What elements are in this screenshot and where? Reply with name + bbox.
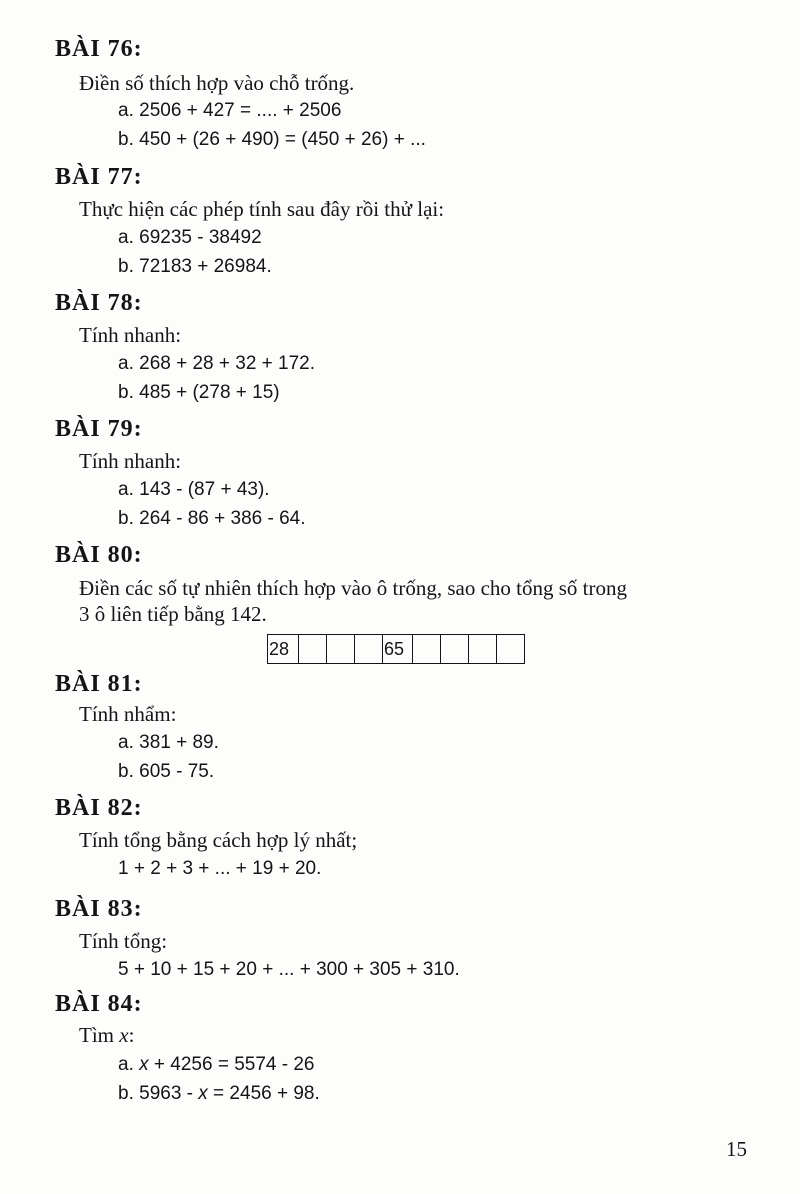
exercise-83-heading: BÀI 83: [55, 896, 143, 922]
exercise-79-instruction: Tính nhanh: [79, 449, 182, 473]
variable-x: x [139, 1054, 149, 1075]
page-number: 15 [726, 1137, 747, 1161]
exercise-77-heading: BÀI 77: [55, 164, 143, 190]
variable-x: x [198, 1083, 208, 1104]
exercise-76-part-b: b. 450 + (26 + 490) = (450 + 26) + ... [118, 129, 426, 150]
exercise-78-instruction: Tính nhanh: [79, 323, 182, 347]
exercise-80-heading: BÀI 80: [55, 542, 143, 568]
exercise-76-heading: BÀI 76: [55, 36, 143, 62]
exercise-79-part-a: a. 143 - (87 + 43). [118, 479, 270, 500]
equation-rest: = 2456 + 98. [207, 1083, 320, 1104]
exercise-78-part-a: a. 268 + 28 + 32 + 172. [118, 353, 316, 374]
exercise-81-part-b: b. 605 - 75. [118, 761, 215, 782]
number-box [326, 635, 354, 663]
exercise-84-heading: BÀI 84: [55, 991, 143, 1017]
number-box [298, 635, 326, 663]
number-box [440, 635, 468, 663]
exercise-84-part-a [118, 1053, 315, 1077]
exercise-81-part-a: a. 381 + 89. [118, 732, 219, 753]
exercise-80-instruction-line2: 3 ô liên tiếp bằng 142. [79, 602, 267, 626]
equation-rest: + 4256 = 5574 - 26 [148, 1054, 315, 1075]
exercise-82-heading: BÀI 82: [55, 795, 143, 821]
exercise-77-part-a: a. 69235 - 38492 [118, 227, 262, 248]
variable-x: x [119, 1023, 129, 1047]
number-box [468, 635, 496, 663]
exercise-76-part-a: a. 2506 + 427 = .... + 2506 [118, 100, 342, 121]
exercise-83-instruction: Tính tổng: [79, 929, 168, 953]
exercise-84-instruction [79, 1022, 134, 1048]
equation-start: b. 5963 - [118, 1083, 199, 1104]
exercise-78-heading: BÀI 78: [55, 290, 143, 316]
exercise-82-instruction: Tính tổng bằng cách hợp lý nhất; [79, 828, 358, 852]
number-box [412, 635, 440, 663]
number-box: 65 [382, 635, 412, 663]
number-box: 28 [269, 639, 290, 659]
exercise-81-instruction: Tính nhẩm: [79, 702, 177, 726]
instruction-colon: : [128, 1023, 135, 1047]
instruction-text: Tìm [79, 1023, 120, 1047]
number-box-strip [267, 634, 525, 664]
exercise-77-instruction: Thực hiện các phép tính sau đây rồi thử lại: [79, 197, 445, 221]
number-box [354, 635, 382, 663]
exercise-82-expression: 1 + 2 + 3 + ... + 19 + 20. [118, 858, 322, 879]
number-box [496, 635, 524, 663]
exercise-77-part-b: b. 72183 + 26984. [118, 256, 272, 277]
exercise-80-instruction-line1: Điền các số tự nhiên thích hợp vào ô trống, sao cho tổng số trong [79, 576, 627, 600]
exercise-79-heading: BÀI 79: [55, 416, 143, 442]
exercise-81-heading: BÀI 81: [55, 671, 143, 697]
exercise-78-part-b: b. 485 + (278 + 15) [118, 382, 280, 403]
exercise-83-expression: 5 + 10 + 15 + 20 + ... + 300 + 305 + 310. [118, 959, 460, 980]
part-label: a. [118, 1054, 140, 1075]
exercise-84-part-b [118, 1082, 320, 1106]
exercise-79-part-b: b. 264 - 86 + 386 - 64. [118, 508, 306, 529]
exercise-76-instruction: Điền số thích hợp vào chỗ trống. [79, 71, 355, 95]
